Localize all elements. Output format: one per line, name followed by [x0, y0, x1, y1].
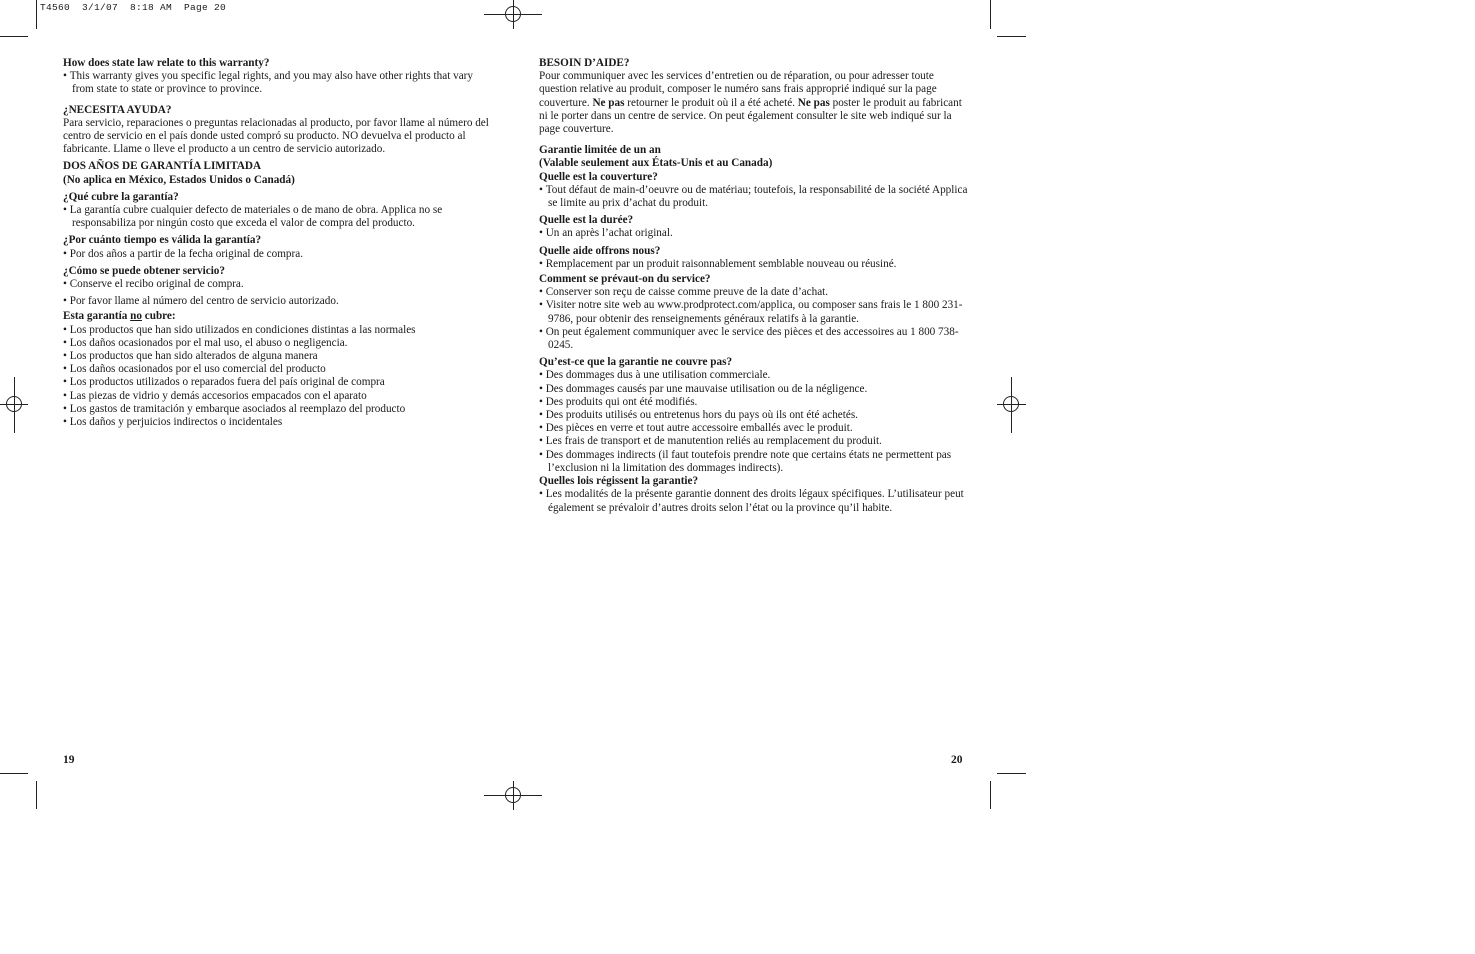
necesita-ayuda-text: Para servicio, reparaciones o preguntas relacionadas al producto, por favor llame al número del centro de servicio en el país donde usted compró su producto. NO devuelva el producto al fabricante. Llame o lleve el producto a un centro de servicio autorizado. — [63, 116, 489, 156]
servicio-heading: ¿Cómo se puede obtener servicio? — [63, 264, 225, 277]
cubre-heading: ¿Qué cubre la garantía? — [63, 190, 179, 203]
list-item: • Los gastos de tramitación y embarque asociados al reemplazo del producto — [63, 403, 495, 416]
service-heading: Comment se prévaut-on du service? — [539, 273, 711, 286]
couverture-heading: Quelle est la couverture? — [539, 170, 658, 183]
list-item: • Un an après l’achat original. — [539, 227, 969, 240]
page-number-left: 19 — [63, 754, 75, 766]
list-item: • Les modalités de la présente garantie donnent des droits légaux spécifiques. L’utilisateur peut également se prévaloir d’autres droits selon l’état ou la province qu’il habite. — [539, 488, 969, 514]
garantia-heading: DOS AÑOS DE GARANTÍA LIMITADA — [63, 160, 262, 173]
no-cubre-heading: Esta garantía no cubre: — [63, 310, 176, 323]
list-item: • Des produits utilisés ou entretenus hors du pays où ils ont été achetés. — [539, 409, 969, 422]
list-item: • Conserver son reçu de caisse comme preuve de la date d’achat. — [539, 286, 969, 299]
list-item: • Remplacement par un produit raisonnablement semblable nouveau ou réusiné. — [539, 258, 969, 271]
list-item: • La garantía cubre cualquier defecto de materiales o de mano de obra. Applica no se responsabiliza por ningún costo que exceda el valor de compra del producto. — [63, 204, 495, 230]
garantie-subheading: (Valable seulement aux États-Unis et au Canada) — [539, 157, 773, 170]
crop-mark — [990, 0, 991, 29]
list-item: • Tout défaut de main-d’oeuvre ou de matériau; toutefois, la responsabilité de la société Applica se limite au prix d’achat du produit. — [539, 184, 969, 210]
list-item: • On peut également communiquer avec le service des pièces et des accessoires au 1 800 738-0245. — [539, 326, 969, 352]
list-item: • Los productos utilizados o reparados fuera del país original de compra — [63, 376, 495, 389]
garantia-subheading: (No aplica en México, Estados Unidos o Canadá) — [63, 173, 295, 186]
crop-mark — [0, 36, 28, 37]
crop-mark — [990, 781, 991, 809]
list-item: • Les frais de transport et de manutention reliés au remplacement du produit. — [539, 435, 969, 448]
besoin-aide-text: Pour communiquer avec les services d’entretien ou de réparation, ou pour adresser toute question relative au produit, composer le numéro sans frais approprié indiqué sur la page couverture. Ne pas retourner le produit où il a été acheté. Ne pas poster le produit au fabricant ni le porter dans un centre de service. On peut également consulter le site web indiqué sur la page couverture. — [539, 70, 962, 136]
list-item: • Las piezas de vidrio y demás accesorios empacados con el aparato — [63, 390, 495, 403]
list-item: • Des dommages dus à une utilisation commerciale. — [539, 369, 969, 382]
lois-heading: Quelles lois régissent la garantie? — [539, 475, 699, 488]
aide-heading: Quelle aide offrons nous? — [539, 244, 661, 257]
list-item: • Des produits qui ont été modifiés. — [539, 396, 969, 409]
crop-mark — [997, 773, 1026, 774]
besoin-aide-heading: BESOIN D’AIDE? — [539, 57, 630, 69]
necesita-ayuda-heading: ¿NECESITA AYUDA? — [63, 103, 172, 116]
list-item: • Los daños ocasionados por el mal uso, el abuso o negligencia. — [63, 337, 495, 350]
list-item: • This warranty gives you specific legal rights, and you may also have other rights that vary from state to state or province to province. — [63, 70, 495, 96]
list-item: • Des pièces en verre et tout autre accessoire emballés avec le produit. — [539, 422, 969, 435]
list-item: • Conserve el recibo original de compra. — [63, 278, 495, 291]
print-slug: T4560 3/1/07 8:18 AM Page 20 — [40, 2, 227, 13]
left-page-column — [63, 57, 495, 429]
right-page-column — [539, 57, 969, 515]
duree-heading: Quelle est la durée? — [539, 214, 634, 227]
ne-couvre-heading: Qu’est-ce que la garantie ne couvre pas? — [539, 356, 733, 369]
garantie-heading: Garantie limitée de un an — [539, 144, 661, 157]
list-item: • Por favor llame al número del centro de servicio autorizado. — [63, 295, 495, 308]
crop-mark — [997, 36, 1026, 37]
list-item: • Los daños y perjuicios indirectos o incidentales — [63, 416, 495, 429]
crop-mark — [36, 0, 37, 29]
list-item: • Des dommages indirects (il faut toutefois prendre note que certains états ne permettent pas l’exclusion ni la limitation des dommages indirects). — [539, 449, 969, 475]
list-item: • Los productos que han sido utilizados en condiciones distintas a las normales — [63, 324, 495, 337]
list-item: • Visiter notre site web au www.prodprotect.com/applica, ou composer sans frais le 1 800 231-9786, pour obtenir des renseignements généraux relatifs à la garantie. — [539, 299, 969, 325]
page-number-right: 20 — [951, 754, 963, 766]
crop-mark — [0, 773, 28, 774]
list-item: • Por dos años a partir de la fecha original de compra. — [63, 248, 495, 261]
state-law-heading: How does state law relate to this warranty? — [63, 57, 270, 69]
list-item: • Los daños ocasionados por el uso comercial del producto — [63, 363, 495, 376]
list-item: • Des dommages causés par une mauvaise utilisation ou de la négligence. — [539, 383, 969, 396]
crop-mark — [36, 781, 37, 809]
tiempo-heading: ¿Por cuánto tiempo es válida la garantía? — [63, 234, 262, 247]
list-item: • Los productos que han sido alterados de alguna manera — [63, 350, 495, 363]
